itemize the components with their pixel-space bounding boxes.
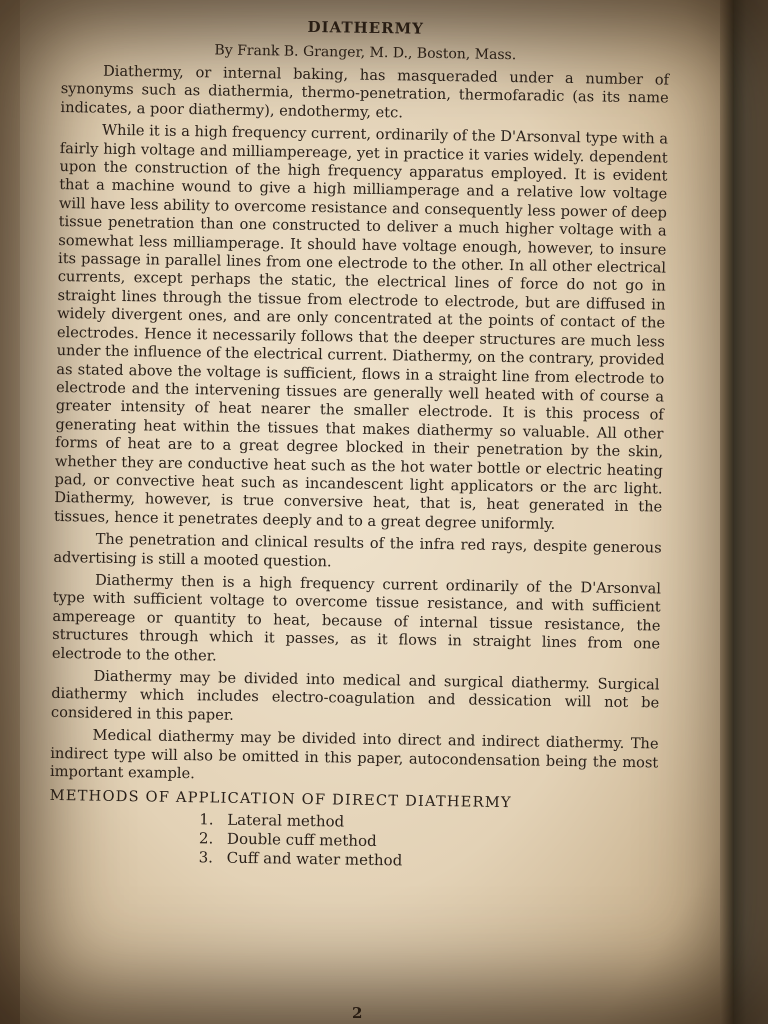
article-title: DIATHERMY: [307, 17, 425, 38]
article-byline: By Frank B. Granger, M. D., Boston, Mass.: [214, 42, 517, 64]
list-item-number: 1.: [199, 810, 214, 829]
book-edge: [732, 0, 768, 1024]
list-item-label: Lateral method: [227, 811, 345, 831]
paragraph: Diathermy may be divided into medical and surgical diathermy. Surgical diathermy which includes electro-coagulation and dessication will not be considered in this paper.: [50, 667, 660, 724]
list-item-number: 2.: [198, 829, 214, 848]
paragraph: Medical diathermy may be divided into direct and indirect diathermy. The indirect type will also be omitted in this paper, autocondensation being the most important example.: [49, 726, 659, 783]
list-item-label: Cuff and water method: [226, 849, 403, 870]
section-heading: METHODS OF APPLICATION OF DIRECT DIATHERMY: [49, 787, 512, 812]
paragraph: The penetration and clinical results of the infra red rays, despite generous advertising is still a mooted question.: [53, 530, 662, 570]
list-item-label: Double cuff method: [226, 830, 377, 851]
paragraph: Diathermy, or internal baking, has masqueraded under a number of synonyms such as diathermia, thermo-penetration, thermofaradic (as its name indicates, a poor diathermy), endothermy, etc.: [60, 62, 670, 122]
paragraph: Diathermy then is a high frequency current ordinarily of the D'Arsonval type with sufficient voltage to overcome tissue resistance, and with sufficient ampereage or quantity to heat, because of internal tissue resistance, the structures through which it passes, as it flows in straight lines from one electrode to the other.: [51, 571, 662, 665]
methods-list: [49, 808, 658, 875]
article-text: [49, 10, 670, 875]
paragraph: While it is a high frequency current, ordinarily of the D'Arsonval type with a fairly high voltage and milliampereage, yet in practice it varies widely. dependent upon the construction of the high frequency apparatus employed. It is evident that a machine wound to give a high milliamperage and a relative low voltage will have less ability to overcome resistance and consequently less power of deep tissue penetration than one constructed to deliver a much higher voltage with a somewhat less milliamperage. It should have voltage enough, however, to insure its passage in parallel lines from one electrode to the other. In all other electrical currents, except perhaps the static, the electrical lines of force do not go in straight lines through the tissue from electrode to electrode, but are diffused in widely divergent ones, and are only concentrated at the points of contact of the electrodes. Hence it necessarily follows that the deeper structures are much less under the influence of the electrical current. Diathermy, on the contrary, provided as stated above the voltage is sufficient, flows in a straight line from electrode to electrode and the intervening tissues are generally well heated with of course a greater intensity of heat nearer the smaller electrode. It is this process of generating heat within the tissues that makes diathermy so valuable. All other forms of heat are to a great degree blocked in their penetration by the skin, whether they are conductive heat such as the hot water bottle or electric heating pad, or convective heat such as incandescent light applicators or the arc light. Diathermy, however, is true conversive heat, that is, heat generated in the tissues, hence it penetrates deeply and to a great degree uniformly.: [53, 121, 669, 533]
list-item-number: 3.: [198, 848, 214, 867]
page-number: 2: [352, 1004, 363, 1022]
